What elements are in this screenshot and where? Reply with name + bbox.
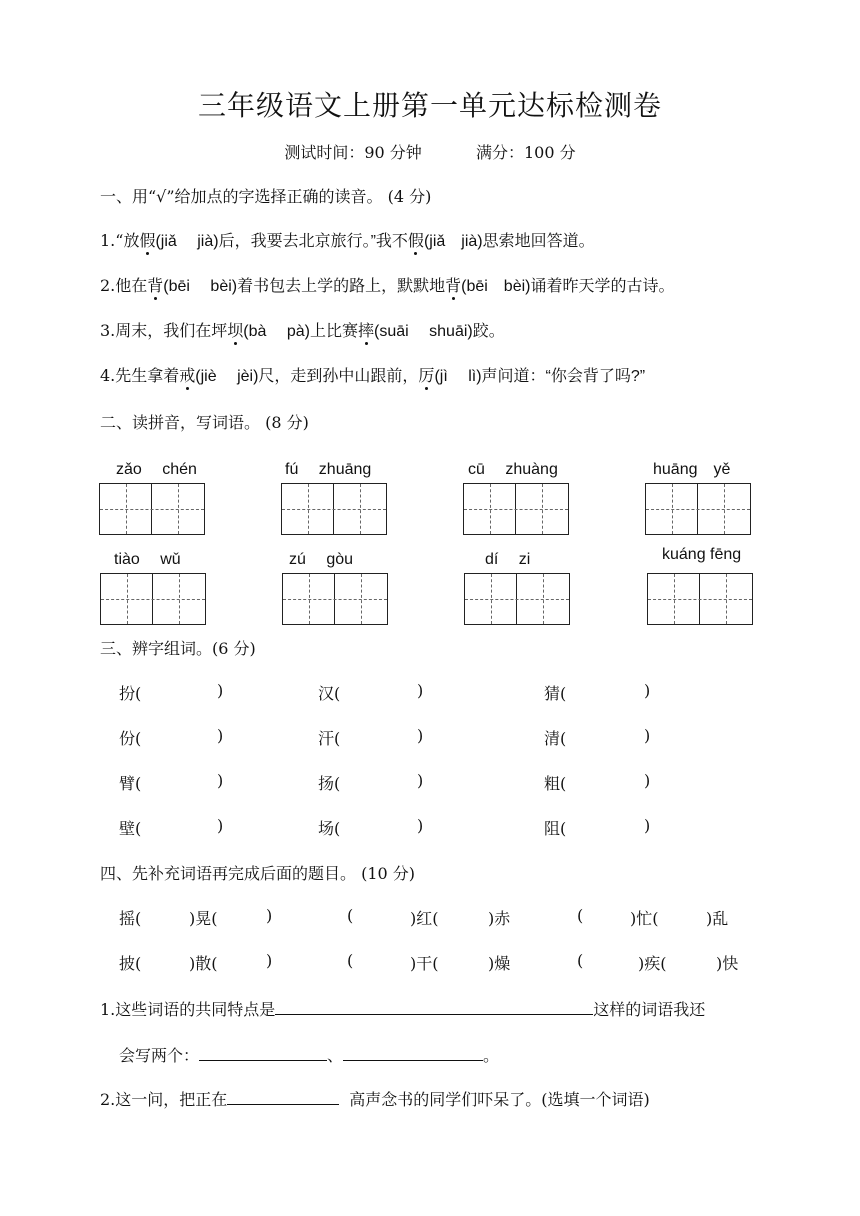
writing-grid[interactable]	[647, 573, 753, 625]
question-4-2: 2.这一问，把正在 高声念书的同学们吓呆了。(选填一个词语)	[100, 1090, 650, 1109]
idiom-part: )干(	[410, 954, 439, 973]
idiom-part: )乱	[706, 909, 729, 928]
pinyin-label: huāng yě	[653, 461, 731, 478]
idiom-part: )红(	[410, 909, 439, 928]
pinyin-label: kuáng fēng	[662, 546, 742, 563]
writing-grid[interactable]	[100, 573, 206, 625]
word-prompt: 阻(	[544, 819, 567, 838]
pinyin-label: tiào wǔ	[114, 551, 181, 568]
idiom-part: )散(	[189, 954, 218, 973]
dotted-char: 厉	[418, 366, 435, 385]
section-3-heading: 三、辨字组词。(6 分)	[100, 639, 256, 658]
idiom-part: )燥	[488, 954, 511, 973]
word-prompt: 扮(	[119, 684, 142, 703]
dotted-char: 戒	[179, 366, 196, 385]
dotted-char: 坝	[227, 321, 244, 340]
exam-info	[0, 140, 860, 163]
idiom-part: (	[577, 906, 584, 925]
section-4-heading: 四、先补充词语再完成后面的题目。 (10 分)	[100, 864, 416, 883]
word-blank-close[interactable]: )	[217, 681, 224, 700]
exam-time: 测试时间：90 分钟	[284, 143, 422, 162]
word-blank-close[interactable]: )	[644, 816, 651, 835]
word-blank-close[interactable]: )	[417, 771, 424, 790]
word-prompt: 猜(	[544, 684, 567, 703]
question-1-3: 3.周末，我们在坪坝(bà pà)上比赛摔(suāi shuāi)跤。	[100, 321, 505, 340]
dotted-char: 假	[407, 231, 424, 250]
section-1-heading: 一、用“√”给加点的字选择正确的读音。 (4 分)	[100, 187, 432, 206]
idiom-part: (	[347, 951, 354, 970]
word-prompt: 场(	[318, 819, 341, 838]
pinyin-label: fú zhuāng	[285, 461, 372, 478]
word-prompt: 粗(	[544, 774, 567, 793]
word-blank-close[interactable]: )	[217, 726, 224, 745]
answer-blank[interactable]	[343, 1044, 483, 1061]
exam-score: 满分：100 分	[476, 143, 576, 162]
idiom-part: (	[347, 906, 354, 925]
pinyin-label: dí zi	[485, 551, 531, 568]
word-blank-close[interactable]: )	[217, 771, 224, 790]
question-1-4: 4.先生拿着戒(jiè jèi)尺，走到孙中山跟前，厉(jì lì)声问道：“你会背了吗?”	[100, 366, 646, 385]
word-blank-close[interactable]: )	[417, 816, 424, 835]
idiom-part: 摇(	[119, 909, 142, 928]
writing-grid[interactable]	[464, 573, 570, 625]
writing-grid[interactable]	[463, 483, 569, 535]
pinyin-label: zǎo chén	[116, 461, 197, 478]
idiom-part: )	[266, 906, 273, 925]
idiom-part: )晃(	[189, 909, 218, 928]
answer-blank[interactable]	[199, 1044, 327, 1061]
word-prompt: 汉(	[318, 684, 341, 703]
section-2-heading: 二、读拼音，写词语。 (8 分)	[100, 413, 309, 432]
dotted-char: 背	[147, 276, 164, 295]
dotted-char: 背	[445, 276, 462, 295]
writing-grid[interactable]	[645, 483, 751, 535]
word-prompt: 扬(	[318, 774, 341, 793]
word-prompt: 壁(	[119, 819, 142, 838]
idiom-part: )	[266, 951, 273, 970]
question-1-2: 2.他在背(bēi bèi)着书包去上学的路上，默默地背(bēi bèi)诵着昨天学的古诗。	[100, 276, 675, 295]
idiom-part: )忙(	[630, 909, 659, 928]
question-4-1: 1.这些词语的共同特点是 这样的词语我还	[100, 1000, 706, 1019]
question-1-1: 1.“放假(jiǎ jià)后，我要去北京旅行。”我不假(jiǎ jià)思索地回答道。	[100, 231, 595, 250]
writing-grid[interactable]	[99, 483, 205, 535]
word-blank-close[interactable]: )	[417, 681, 424, 700]
word-prompt: 臂(	[119, 774, 142, 793]
answer-blank[interactable]	[227, 1088, 339, 1105]
pinyin-label: zú gòu	[289, 551, 354, 568]
word-prompt: 汗(	[318, 729, 341, 748]
idiom-part: 披(	[119, 954, 142, 973]
word-blank-close[interactable]: )	[217, 816, 224, 835]
word-blank-close[interactable]: )	[644, 726, 651, 745]
idiom-part: )疾(	[638, 954, 667, 973]
idiom-part: (	[577, 951, 584, 970]
dotted-char: 假	[139, 231, 156, 250]
writing-grid[interactable]	[282, 573, 388, 625]
question-4-1-cont: 会写两个： 、 。	[119, 1046, 500, 1065]
writing-grid[interactable]	[281, 483, 387, 535]
idiom-part: )快	[716, 954, 739, 973]
word-blank-close[interactable]: )	[644, 771, 651, 790]
page-title: 三年级语文上册第一单元达标检测卷	[197, 89, 662, 122]
dotted-char: 摔	[358, 321, 375, 340]
word-blank-close[interactable]: )	[644, 681, 651, 700]
answer-blank[interactable]	[275, 998, 593, 1015]
pinyin-label: cū zhuàng	[468, 461, 558, 478]
word-blank-close[interactable]: )	[417, 726, 424, 745]
word-prompt: 清(	[544, 729, 567, 748]
word-prompt: 份(	[119, 729, 142, 748]
idiom-part: )赤	[488, 909, 511, 928]
